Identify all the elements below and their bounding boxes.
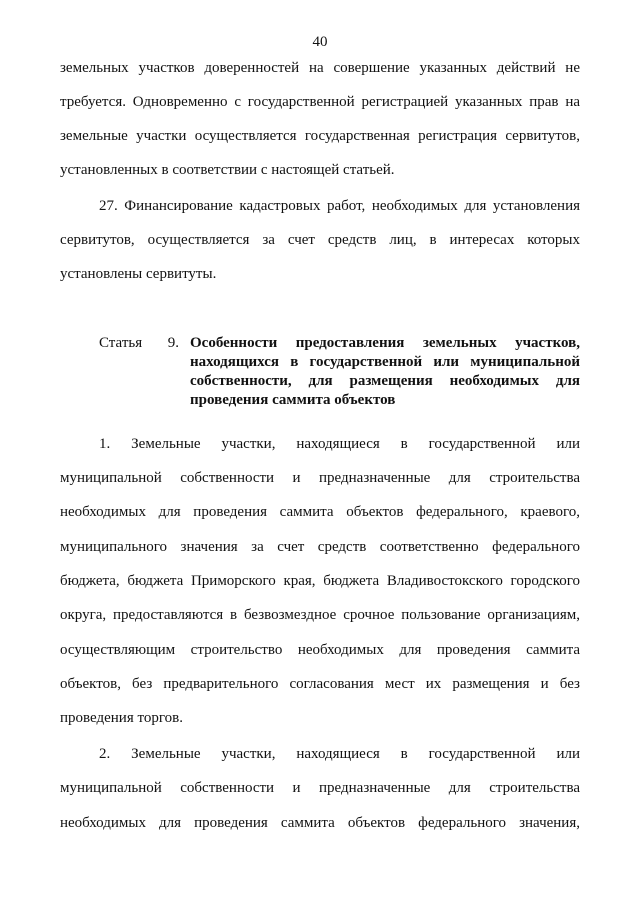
text-line: установлены сервитуты. [60,266,217,282]
text-line: 27. Финансирование кадастровых работ, необходимых для установления [99,198,580,214]
text-line: муниципального значения за счет средств соответственно федерального [60,539,580,555]
text-line: бюджета, бюджета Приморского края, бюджета Владивостокского городского [60,573,580,589]
text-line: земельные участки осуществляется государственная регистрация сервитутов, [60,128,580,144]
text-line: требуется. Одновременно с государственной регистрацией указанных прав на [60,94,580,110]
text-line: установленных в соответствии с настоящей статьей. [60,162,395,178]
text-line: муниципальной собственности и предназначенные для строительства [60,780,580,796]
text-line: проведения торгов. [60,710,183,726]
text-line: сервитутов, осуществляется за счет средств лиц, в интересах которых [60,232,580,248]
article-word: Статья [99,335,143,351]
article-title-line: находящихся в государственной или муниципальной [190,354,580,370]
text-line: необходимых для проведения саммита объектов федерального значения, [60,815,580,831]
text-line: муниципальной собственности и предназначенные для строительства [60,470,580,486]
text-line: округа, предоставляются в безвозмездное срочное пользование организациям, [60,607,580,623]
article-title-line: Особенности предоставления земельных участков, [190,335,580,351]
article-number: 9. [167,335,179,351]
text-line: осуществляющим строительство необходимых для проведения саммита [60,642,580,658]
page-number: 40 [312,34,328,50]
article-title-line: проведения саммита объектов [190,392,396,408]
text-line: необходимых для проведения саммита объектов федерального, краевого, [60,504,580,520]
article-title-line: собственности, для размещения необходимых для [190,373,580,389]
text-line: земельных участков доверенностей на совершение указанных действий не [60,60,580,76]
text-line: 2. Земельные участки, находящиеся в государственной или [99,746,580,762]
text-line: 1. Земельные участки, находящиеся в государственной или [99,436,580,452]
text-line: объектов, без предварительного согласования мест их размещения и без [60,676,580,692]
article-label [99,333,179,353]
